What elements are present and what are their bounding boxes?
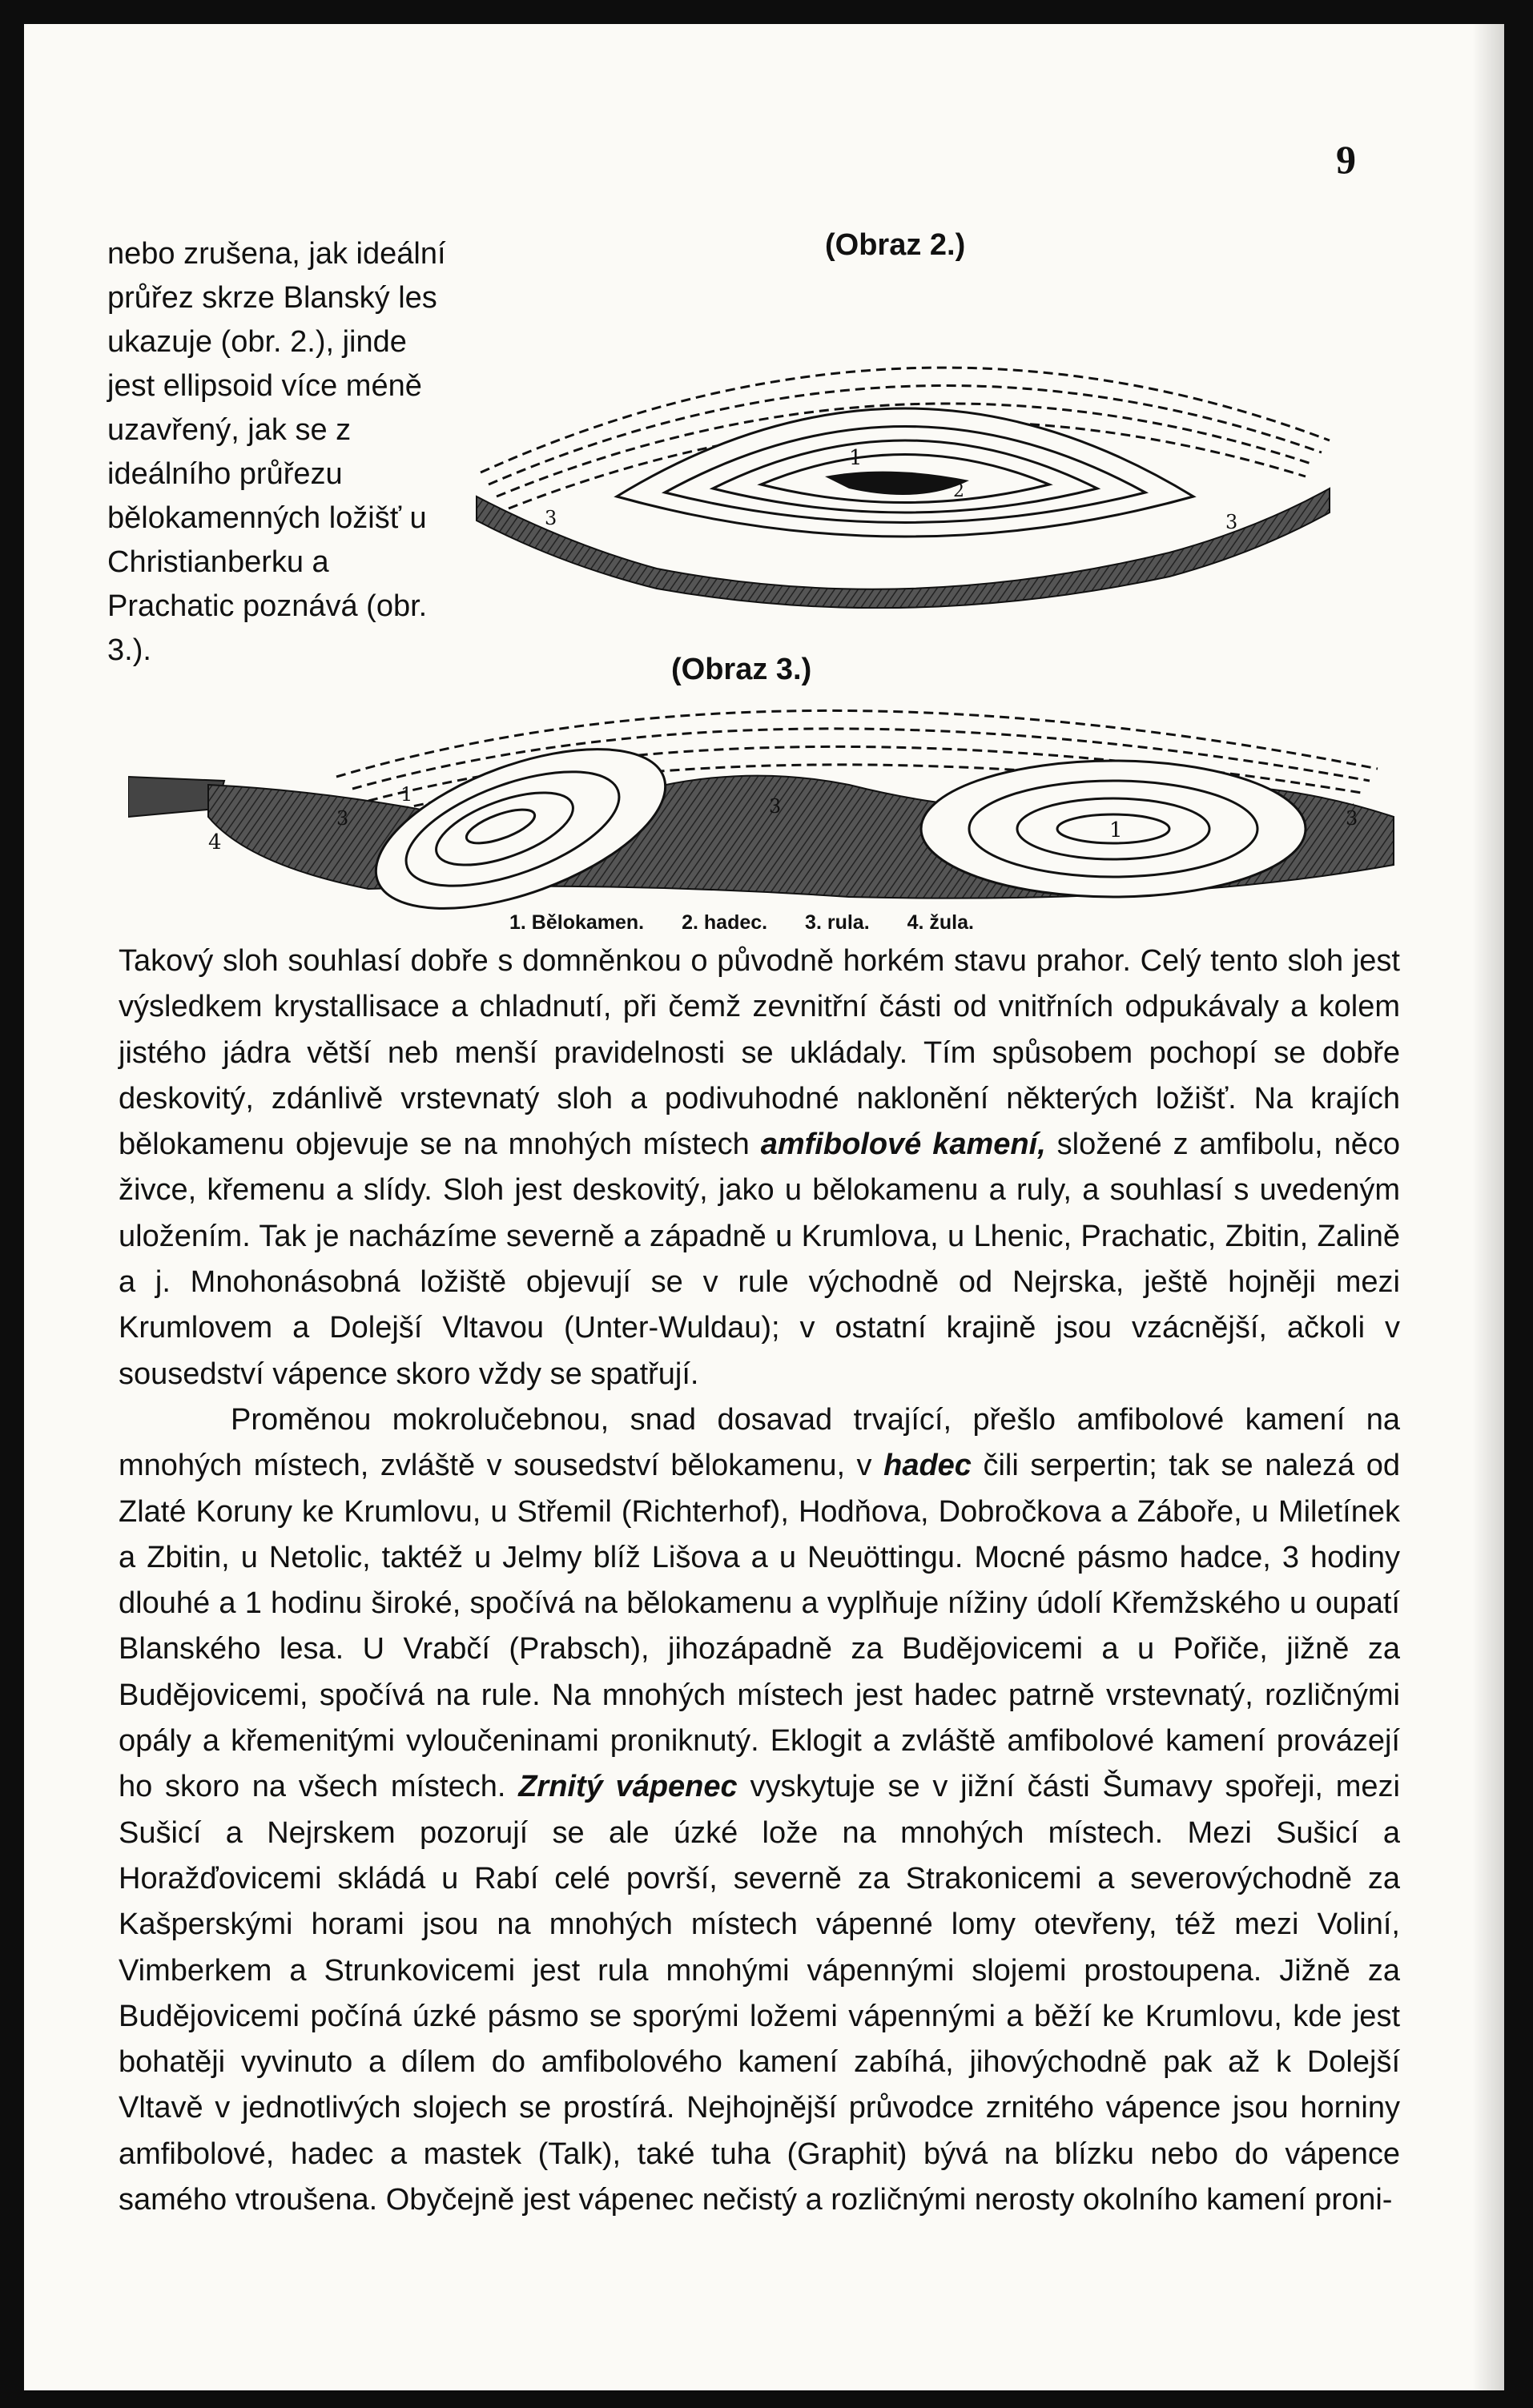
legend-item: 2. hadec. (682, 911, 768, 934)
figure-2-caption: (Obraz 2.) (825, 228, 966, 262)
text-run: složené z amfibolu, něco živce, křemenu a slídy. Sloh jest deskovitý, jako u bělokamenu a ruly, a souhlasí s uvedeným uložením. Tak je nacházíme severně a západně u Krumlova, u Lhenic, Prachatic, Zbitin, Zalině a j. Mnohonásobná ložiště objevují se v rule východně od Nejrska, ještě hojněji mezi Krumlovem a Dolejší Vltavou (Unter-Wuldau); v ostatní krajině jsou vzácnější, ačkoli v sousedství vápence skoro vždy se spatřují. (119, 1128, 1400, 1391)
legend-item: 3. rula. (805, 911, 870, 934)
paragraph (119, 939, 1400, 1397)
body-text (119, 939, 1400, 2223)
emphasis: hadec (883, 1449, 972, 1483)
svg-text:3: 3 (1225, 511, 1238, 533)
book-page (24, 24, 1504, 2390)
legend-item: 1. Bělokamen. (509, 911, 645, 934)
svg-text:1: 1 (400, 783, 413, 806)
svg-text:4: 4 (208, 830, 222, 854)
text-run: Proměnou mokrolučebnou, snad dosavad trvající, přešlo amfibolové kamení na mnohých místech, zvláště v sousedství bělokamenu, v (119, 1402, 1400, 1483)
svg-text:2: 2 (953, 481, 964, 501)
svg-text:3: 3 (336, 807, 349, 830)
svg-text:1: 1 (1109, 818, 1123, 842)
figure-3-cross-section (128, 681, 1402, 921)
figure-2-cross-section (473, 312, 1338, 609)
text-run: Takový sloh souhlasí dobře s domněnkou o původně horkém stavu prahor. Celý tento sloh jest výsledkem krystallisace a chladnutí, při čemž zevnitřní části od vnitřních odpukávaly a kolem jistého jádra větší neb menší pravidelnosti se ukládaly. Tím spůsobem pochopí se dobře deskovitý, zdánlivě vrstevnatý sloh a podivuhodné naklonění některých ložišť. Na krajích bělokamenu objevuje se na mnohých místech (119, 944, 1400, 1162)
figure-legend (509, 911, 1006, 935)
page-edge-shadow (1472, 24, 1504, 2390)
emphasis: amfibolové kamení, (760, 1128, 1046, 1162)
legend-item: 4. žula. (907, 911, 974, 934)
figure-3-caption: (Obraz 3.) (671, 653, 812, 686)
svg-text:1: 1 (849, 446, 863, 470)
page-number: 9 (1336, 137, 1356, 182)
text-run: čili serpertin; tak se nalezá od Zlaté Koruny ke Krumlovu, u Střemil (Richterhof), Hodňova, Dobročkova a Záboře, u Miletínek a Zbitin, u Netolic, taktéž u Jelmy blíž Lišova a u Neuöttingu. Mocné pásmo hadce, 3 hodiny dlouhé a 1 hodinu široké, spočívá na bělokamenu a vyplňuje nížiny údolí Křemžského u oupatí Blanského lesa. U Vrabčí (Prabsch), jihozápadně za Budějovicemi a u Pořiče, jižně za Budějovicemi, spočívá na rule. Na mnohých místech jest hadec patrně vrstevnatý, rozličnými opály a křemenitými vyloučeninami proniknutý. Eklogit a zvláště amfibolové kamení provázejí ho skoro na všech místech. (119, 1449, 1400, 1804)
emphasis: Zrnitý vápenec (518, 1770, 738, 1804)
paragraph (119, 1397, 1400, 2223)
side-paragraph: nebo zrušena, jak ideální průřez skrze Blanský les ukazuje (obr. 2.), jinde jest ellipsoid více méně uzavřený, jak se z ideálního průřezu bělokamenných ložišť u Christianberku a Prachatic poznává (obr. 3.). (107, 237, 446, 667)
text-run: vyskytuje se v jižní části Šumavy spořeji, mezi Sušicí a Nejrskem pozorují se ale úzké lože na mnohých místech. Mezi Sušicí a Horažďovicemi skládá u Rabí celé površí, severně za Strakonicemi a severovýchodně za Kašperskými horami jsou na mnohých místech vápenné lomy otevřeny, též mezi Voliní, Vimberkem a Strunkovicemi jest rula mnohými vápennými slojemi prostoupena. Jižně za Budějovicemi počíná úzké pásmo se sporými ložemi vápennými a běží ke Krumlovu, kde jest bohatěji vyvinuto a dílem do amfibolového kamení zabíhá, jihovýchodně pak až k Dolejší Vltavě v jednotlivých slojech se prostírá. Nejhojnější průvodce zrnitého vápence jsou horniny amfibolové, hadec a mastek (Talk), také tuha (Graphit) bývá na blízku nebo do vápence samého vtroušena. Obyčejně jest vápenec nečistý a rozličnými nerosty okolního kamení proni- (119, 1770, 1400, 2217)
svg-text:3: 3 (545, 507, 557, 529)
svg-text:3: 3 (1346, 807, 1358, 830)
svg-text:3: 3 (769, 795, 782, 818)
